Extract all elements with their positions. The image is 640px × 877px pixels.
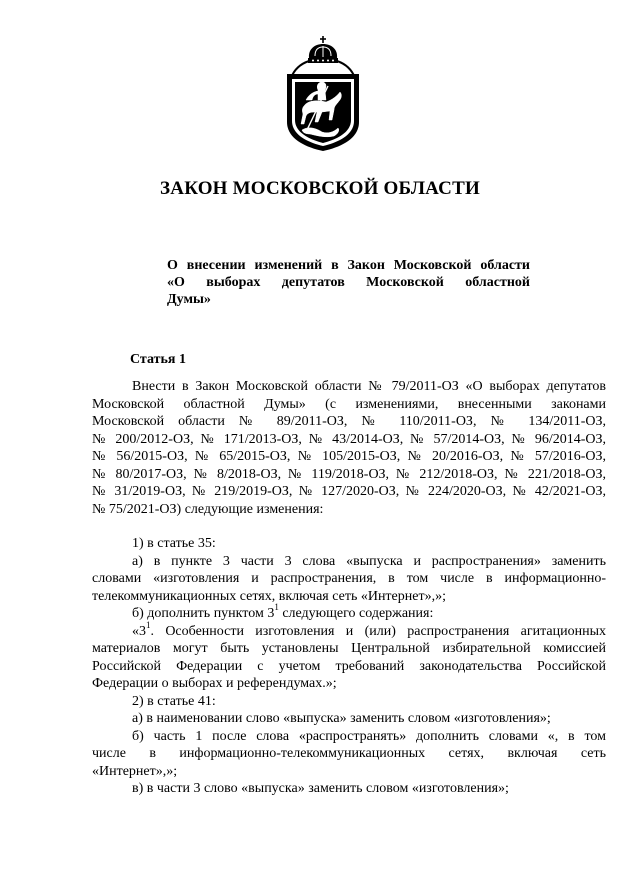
item-1b-text: следующего содержания: xyxy=(278,606,434,621)
new-point-line xyxy=(92,619,606,641)
item-1b-text: б) дополнить пунктом 3 xyxy=(132,606,275,621)
article-heading: Статья 1 xyxy=(130,352,186,367)
intro-line: № 31/2019-ОЗ, № 219/2019-ОЗ, № 127/2020-ОЗ, № 224/2020-ОЗ, № 42/2021-ОЗ, xyxy=(92,484,606,499)
intro-line: Внести в Закон Московской области № 79/2011-ОЗ «О выборах депутатов xyxy=(132,379,606,394)
subject-line: Думы» xyxy=(167,292,211,307)
item-2a-line: а) в наименовании слово «выпуска» заменить словом «изготовления»; xyxy=(132,711,551,726)
intro-line: Московской областной Думы» (с изменениями, внесенными законами xyxy=(92,396,606,412)
new-point-line: Российской Федерации с учетом требований законодательства Российской xyxy=(92,658,606,674)
superscript: 1 xyxy=(146,619,151,630)
intro-line: Московской области № 89/2011-ОЗ, № 110/2011-ОЗ, № 134/2011-ОЗ, xyxy=(92,414,606,429)
item-1a-line: а) в пункте 3 части 3 слова «выпуска и распространения» заменить xyxy=(132,553,606,569)
law-title: ЗАКОН МОСКОВСКОЙ ОБЛАСТИ xyxy=(160,178,480,199)
law-subject xyxy=(167,257,530,308)
item-2c-line: в) в части 3 слово «выпуска» заменить словом «изготовления»; xyxy=(132,781,509,796)
item-1a-line: словами «изготовления и распространения, в том числе в информационно- xyxy=(92,571,606,586)
new-point-line: материалов могут быть установлены Центральной избирательной комиссией xyxy=(92,641,606,656)
intro-line: № 56/2015-ОЗ, № 65/2015-ОЗ, № 105/2015-ОЗ, № 20/2016-ОЗ, № 57/2016-ОЗ, xyxy=(92,449,606,464)
superscript: 1 xyxy=(274,602,279,613)
intro-line: № 80/2017-ОЗ, № 8/2018-ОЗ, № 119/2018-ОЗ, № 212/2018-ОЗ, № 221/2018-ОЗ, xyxy=(92,466,606,482)
new-point-line: Федерации о выборах и референдумах.»; xyxy=(92,676,337,691)
item-2b-line: числе в информационно-телекоммуникационных сетях, включая сеть xyxy=(92,746,606,761)
crown-icon xyxy=(291,36,355,78)
subject-line: О внесении изменений в Закон Московской области xyxy=(167,258,530,273)
coat-of-arms-emblem xyxy=(282,34,364,152)
intro-line: № 200/2012-ОЗ, № 171/2013-ОЗ, № 43/2014-ОЗ, № 57/2014-ОЗ, № 96/2014-ОЗ, xyxy=(92,431,606,447)
item-2b-line: «Интернет»,»; xyxy=(92,763,178,779)
item-1a-line: телекоммуникационных сетях, включая сеть «Интернет»,»; xyxy=(92,588,446,604)
new-point-text: «3 xyxy=(132,623,146,639)
item-1b-line xyxy=(92,602,606,623)
item-2b-line: б) часть 1 после слова «распространять» дополнить словами «, в том xyxy=(132,728,606,744)
subject-line: «О выборах депутатов Московской областной xyxy=(167,275,530,290)
article-body xyxy=(92,378,606,798)
new-point-text: . Особенности изготовления и (или) распространения агитационных xyxy=(150,623,606,639)
item-2-heading: 2) в статье 41: xyxy=(132,693,216,709)
item-1-heading: 1) в статье 35: xyxy=(132,536,216,551)
intro-line: № 75/2021-ОЗ) следующие изменения: xyxy=(92,501,324,517)
